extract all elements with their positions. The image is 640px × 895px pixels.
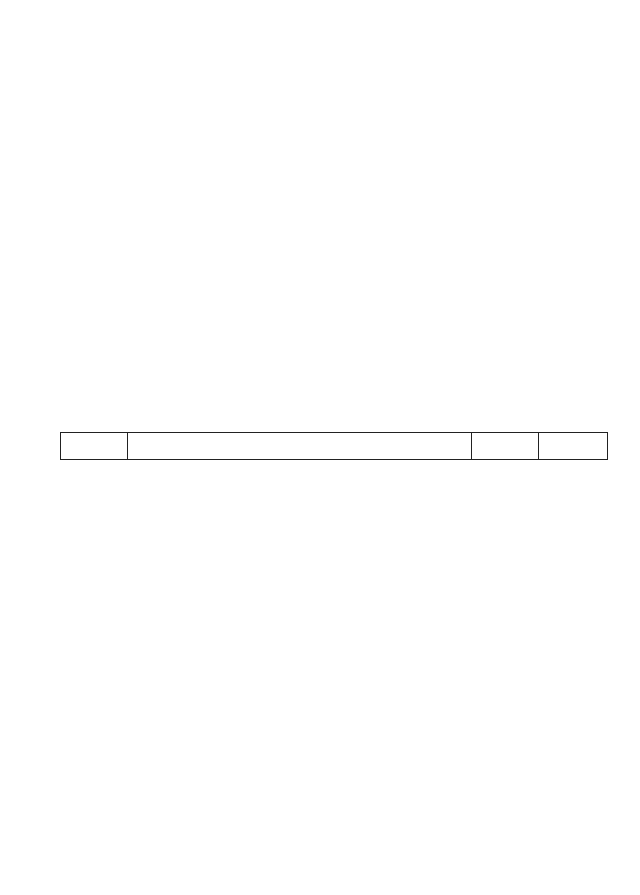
header-number xyxy=(61,433,128,459)
table-header xyxy=(61,433,607,460)
allocation-table xyxy=(60,432,608,460)
header-2022 xyxy=(472,433,539,459)
header-2023 xyxy=(539,433,607,459)
header-name xyxy=(128,433,472,459)
